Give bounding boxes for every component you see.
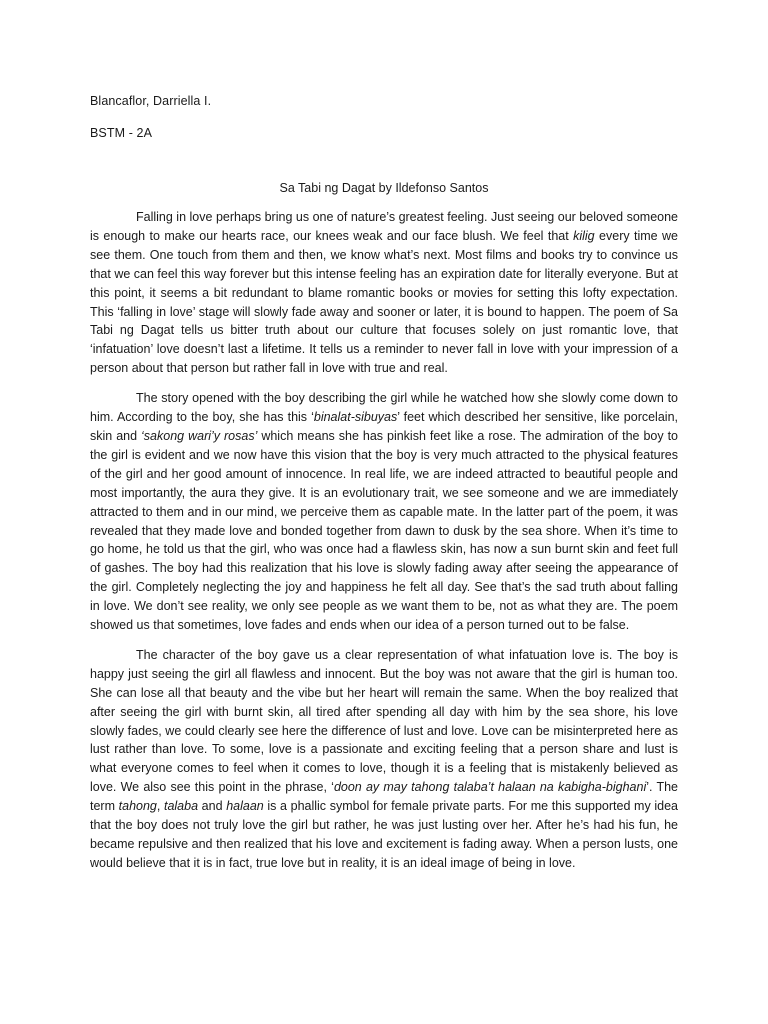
paragraph-3 [90,646,678,873]
italic-term: talaba [163,799,199,814]
text-run: every time we see them. One touch from them and then, we know what’s next. Most films and books try to convince us that we can feel this way forever but this intense feeling has an expiration date for literally everyone. But at this point, it seems a bit redundant to blame romantic books or movies for setting this lofty expectation. This ‘falling in love’ stage will slowly fade away and sooner or later, it is bound to happen. The poem of Sa Tabi ng Dagat tells us bitter truth about our culture that focuses solely on just romantic love, that ‘infatuation’ love doesn’t last a lifetime. It tells us a reminder to never fall in love with your impression of a person about that person but rather fall in love with true and real. [90,228,678,376]
essay-body [90,208,678,884]
italic-term: halaan [226,799,264,814]
text-run: ’ feet which described her sensitive, like porcelain, skin and [90,410,678,443]
text-run: and [198,799,227,814]
author-name: Blancaflor, Darriella I. [90,94,212,108]
course-section: BSTM - 2A [90,126,153,140]
text-run: is a phallic symbol for female private parts. For me this supported my idea that the boy does not truly love the girl but rather, he was just lusting over her. After he’s had his fun, he became repulsive and then realized that his love and excitement is fading away. When a person lusts, one would believe that it is in fact, true love but in reality, it is an ideal image of being in love. [90,799,678,870]
italic-term: ‘sakong wari’y rosas’ [141,428,258,443]
text-run: which means she has pinkish feet like a rose. The admiration of the boy to the girl is evident and we now have this vision that the boy is very much attracted to the physical features of the girl and her good amount of innocence. In real life, we are indeed attracted to beautiful people and most importantly, the aura they give. It is an evolutionary trait, we see someone and we are immediately attracted to them and in our mind, we perceive them as capable mate. In the latter part of the poem, it was revealed that they made love and bonded together from dawn to dusk by the sea shore. When it’s time to go home, he told us that the girl, who was once had a flawless skin, has now a sun burnt skin and feet full of gashes. The boy had this realization that his love is slowly fading away after seeing the appearance of the girl. Completely neglecting the joy and happiness he felt all day. See that’s the sad truth about falling in love. We don’t see reality, we only see people as we want them to be, not as what they are. The poem showed us that sometimes, love fades and ends when our idea of a person turned out to be false. [90,428,678,633]
paragraph-1 [90,208,678,378]
italic-term: binalat-sibuyas [313,410,398,425]
text-run: The character of the boy gave us a clear representation of what infatuation love is. The boy is happy just seeing the girl all flawless and innocent. But the boy was not aware that the girl is human too. She can lose all that beauty and the vibe but her heart will remain the same. When the boy realized that after seeing the girl with burnt skin, all tired after spending all day with him by the sea shore, his love slowly fades, we could clearly see here the difference of lust and love. Love can be misinterpreted here as lust rather than love. To some, love is a passionate and exciting feeling that a person share and lust is what everyone comes to feel when it comes to love, though it is a feeling that is mistakenly believed as love. We also see this point in the phrase, ‘ [90,647,678,795]
text-run: The story opened with the boy describing the girl while he watched how she slowly come down to him. According to the boy, she has this ‘ [90,391,678,425]
italic-term: tahong [118,799,157,814]
text-run: Falling in love perhaps bring us one of nature’s greatest feeling. Just seeing our beloved someone is enough to make our hearts race, our knees weak and our face blush. We feel that [90,210,678,243]
text-run: , [156,799,164,814]
italic-term: kilig [573,228,595,243]
text-run: ’. The term [90,780,678,814]
italic-term: doon ay may tahong talaba’t halaan na kabigha-bighani [333,780,647,795]
paragraph-2 [90,389,678,635]
essay-title: Sa Tabi ng Dagat by Ildefonso Santos [279,181,489,195]
